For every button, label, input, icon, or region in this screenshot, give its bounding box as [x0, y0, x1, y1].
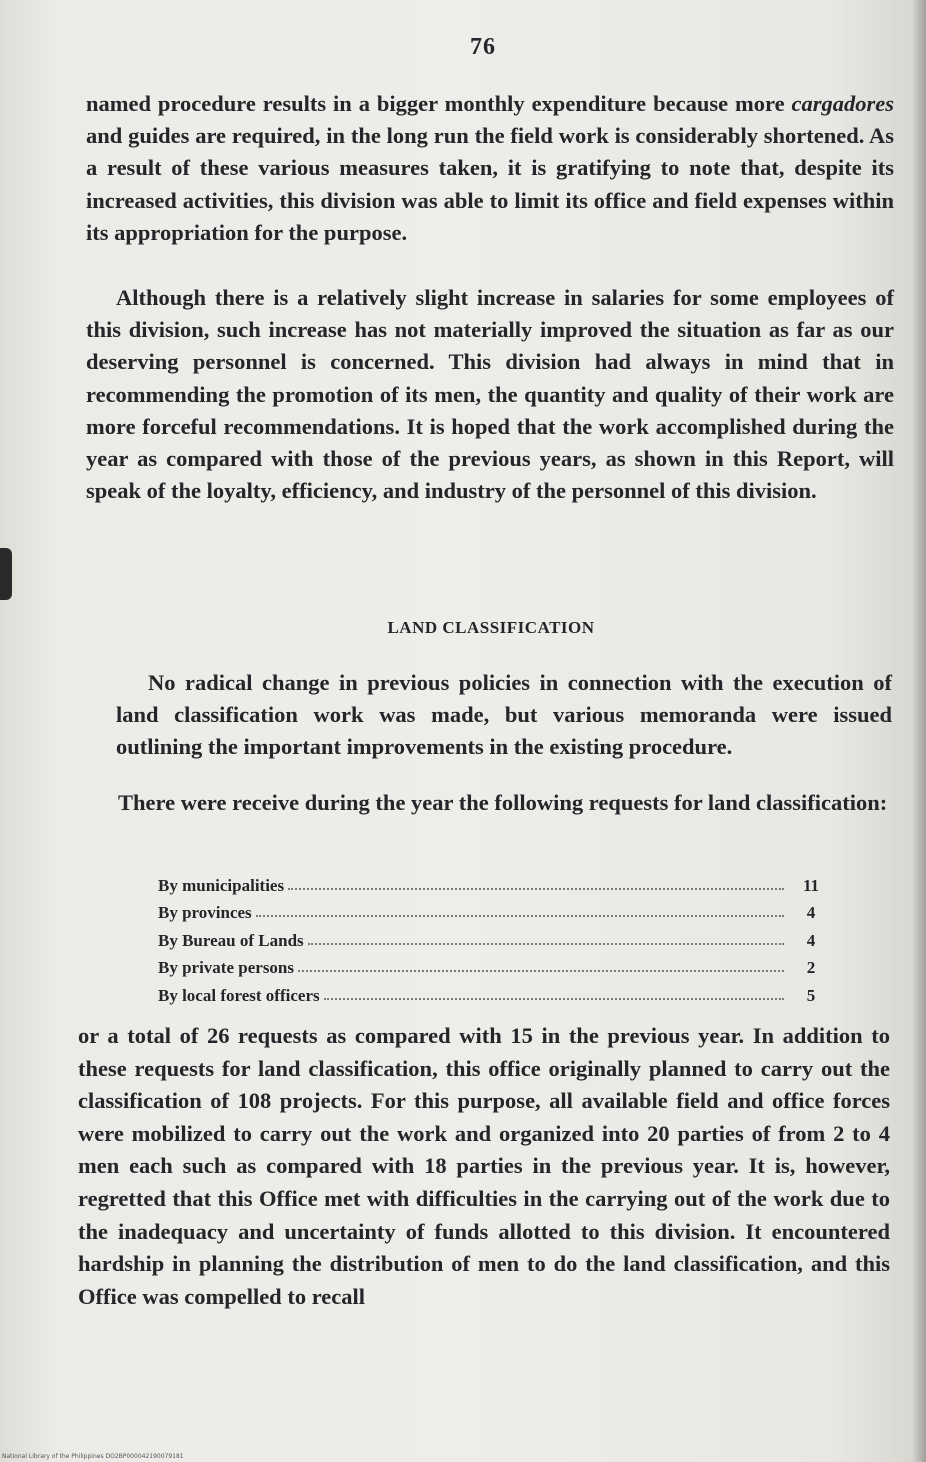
page-number: 76	[470, 34, 496, 60]
paragraph-1-italic: cargadores	[791, 91, 894, 116]
dot-leader	[256, 915, 784, 917]
request-label: By Bureau of Lands	[158, 930, 304, 950]
scan-footer: National Library of the Philippines DO2BP000042190079181	[2, 1453, 184, 1460]
request-count: 4	[806, 930, 816, 950]
paragraph-1-start: named procedure results in a bigger monthly expenditure because more	[86, 91, 792, 116]
request-count: 5	[806, 985, 816, 1005]
request-row	[158, 951, 826, 979]
request-row	[158, 868, 826, 896]
paragraph-5: or a total of 26 requests as compared with 15 in the previous year. In addition to these requests for land classification, this office originally planned to carry out the classification of 108 projects. For this purpose, all available field and office forces were mobilized to carry out the work and organized into 20 parties of from 2 to 4 men each such as compared with 18 parties in the previous year. It is, however, regretted that this Office met with difficulties in the carrying out of the work due to the inadequacy and uncertainty of funds allotted to this division. It encountered hardship in planning the distribution of men to do the land classification, and this Office was compelled to recall	[78, 1023, 890, 1309]
request-count: 11	[802, 875, 820, 895]
request-row	[158, 978, 826, 1006]
paragraph-3: No radical change in previous policies in connection with the execution of land classification work was made, but various memoranda were issued outlining the important improvements in the existing procedure.	[116, 670, 892, 760]
dot-leader	[324, 998, 784, 1000]
paragraph-2: Although there is a relatively slight increase in salaries for some employees of this division, such increase has not materially improved the situation as far as our deserving personnel is concerned. This division had always in mind that in recommending the promotion of its men, the quantity and quality of their work are more forceful recommendations. It is hoped that the work accomplished during the year as compared with those of the previous years, as shown in this Report, will speak of the loyalty, efficiency, and industry of the personnel of this division.	[86, 285, 894, 504]
dot-leader	[308, 943, 784, 945]
request-label: By local forest officers	[158, 985, 320, 1005]
request-row	[158, 896, 826, 924]
paragraph-1	[86, 88, 894, 249]
dot-leader	[288, 888, 784, 890]
dot-leader	[298, 970, 784, 972]
request-count: 4	[806, 903, 816, 922]
page-edge-shadow	[912, 0, 926, 1462]
request-count: 2	[806, 958, 816, 977]
binding-mark	[0, 548, 12, 600]
paragraph-1-end: and guides are required, in the long run the field work is considerably shortened. As a result of these various measures taken, it is gratifying to note that, despite its increased activities, this division was able to limit its office and field expenses within its appropriation for the purpose.	[86, 123, 894, 245]
request-row	[158, 923, 826, 951]
request-label: By provinces	[158, 903, 252, 922]
request-list	[158, 868, 826, 1006]
paragraph-4: There were receive during the year the following requests for land classification:	[118, 790, 888, 815]
request-label: By private persons	[158, 958, 294, 977]
section-heading: LAND CLASSIFICATION	[387, 618, 595, 637]
request-label: By municipalities	[158, 875, 285, 895]
